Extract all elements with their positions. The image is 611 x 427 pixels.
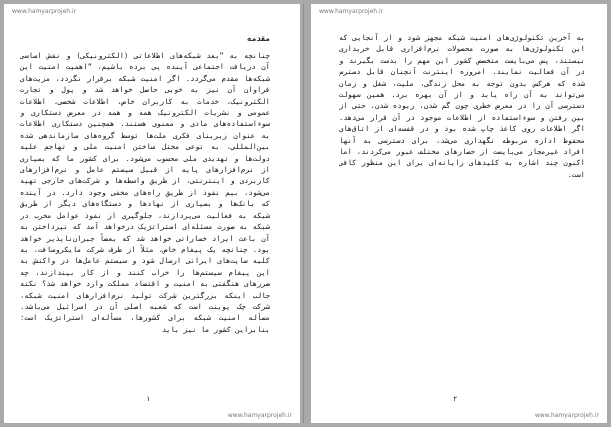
page-divider [303,4,304,423]
right-page-body: به آخرین تکنولوژی‌های امنیت شبکه مجهز شود و از آنجایی که این تکنولوژی‌ها به صورت محصولات نرم‌افزاری قابل خریداری نیستند، پس می‌بایست متخصص کشور این مهم را بدست بگیرند و در آن فعالیت نمایند. امروزه اینترنت آنچنان قابل دسترس شده که هرکس بدون توجه به محل زندگی، ملیت، شغل و زمان می‌تواند به آن راه یابد و از آن بهره برد. همین سهولت دسترسی آن را در معرض خطری چون گم شدن، ربوده شدن، حتی از بین رفتن و سوءاستفاده از اطلاعات موجود در آن قرار می‌دهد. اگر اطلاعات روی کاغذ چاپ شده بود و در قفسه‌ای از اتاق‌های محفوظ اداره مربوطه نگهداری می‌شد، برای دسترسی به آنها افراد غیرمجاز می‌بایست از حصارهای مختلف عبور می‌کردند، اما اکنون چند اشاره به کلیدهای رایانه‌ای برای این منظور کافی است. [339,33,585,179]
page-number-left: ۱ [146,395,151,403]
watermark-bottom: www.hamyarprojeh.ir [534,412,599,419]
left-page-body: چنانچه به ”بعد شبکه‌های اطلاعاتی (الکترونیکی) و نقش اساسی آن دریافت اجتماعی آینده پی برده باشیم، ”اهمیت امنیت این شبکه‌ها مقدم می‌گردد. اگر امنیت شبکه برقرار نگردد، مزیت‌های فراوان آن نیز به خوبی حاصل خواهد شد و پول و تجارت الکترونیک، خدمات به کاربران خاص، اطلاعات شخصی، اطلاعات عمومی و نشریات الکترونیک همه و همه در معرض دستکاری و سوءاستفاده‌های مادی و معنوی هستند. همچنین دستکاری اطلاعات به عنوان زیربنای فکری ملت‌ها توسط گروه‌های سازماندهی شده بین‌المللی، به نوعی مختل ساختن امنیت ملی و تهاجم علیه دولت‌ها و تهدیدی ملی محسوب می‌شود. برای کشور ما که بسیاری از نرم‌افزارهای پایه از قبیل سیستم عامل و نرم‌افزارهای کاربردی و اینترنتی، از طریق واسطه‌ها و شرکت‌های خارجی تهیه می‌شود، بیم نفوذ از طریق راه‌های مخفی وجود دارد. در آینده که بانک‌ها و بسیاری از نهادها و دستگاه‌های دیگر از طریق شبکه به فعالیت می‌پردازند، جلوگیری از نفوذ عوامل مخرب در شبکه به صورت مسئله‌ای استراتژیک درخواهد آمد که نپرداختن به آن باعث ایراد خساراتی خواهد شد که بعضاً جبران‌ناپذیر خواهد بود. چنانچه یک پیغام خاص، مثلاً از طرف شرکت مایکروسافت، به کلیه سایت‌های ایرانی ارسال شود و سیستم عامل‌ها در واکنش به این پیغام سیستم‌ها را خراب کنند و از کار بیندازند، چه ضررهای هنگفتی به امنیت و اقتصاد مملکت وارد خواهد شد؟ نکته جالب اینکه بزرگترین شرکت تولید نرم‌افزارهای امنیت شبکه، شرکت چک پوینت است که شعبه اصلی آن در اسرائیل می‌باشد. مسأله امنیت شبکه برای کشورها، مسأله‌ای استراتژیک است؛ بنابراین کشور ما نیز باید [20,51,270,334]
watermark-top: www.hamyarprojeh.ir [12,8,77,15]
page-heading: مقدمه [247,34,270,43]
page-number-right: ۲ [453,395,458,403]
watermark-bottom: www.hamyarprojeh.ir [227,412,292,419]
left-page [4,4,300,423]
watermark-top: www.hamyarprojeh.ir [319,8,384,15]
right-page [311,4,607,423]
